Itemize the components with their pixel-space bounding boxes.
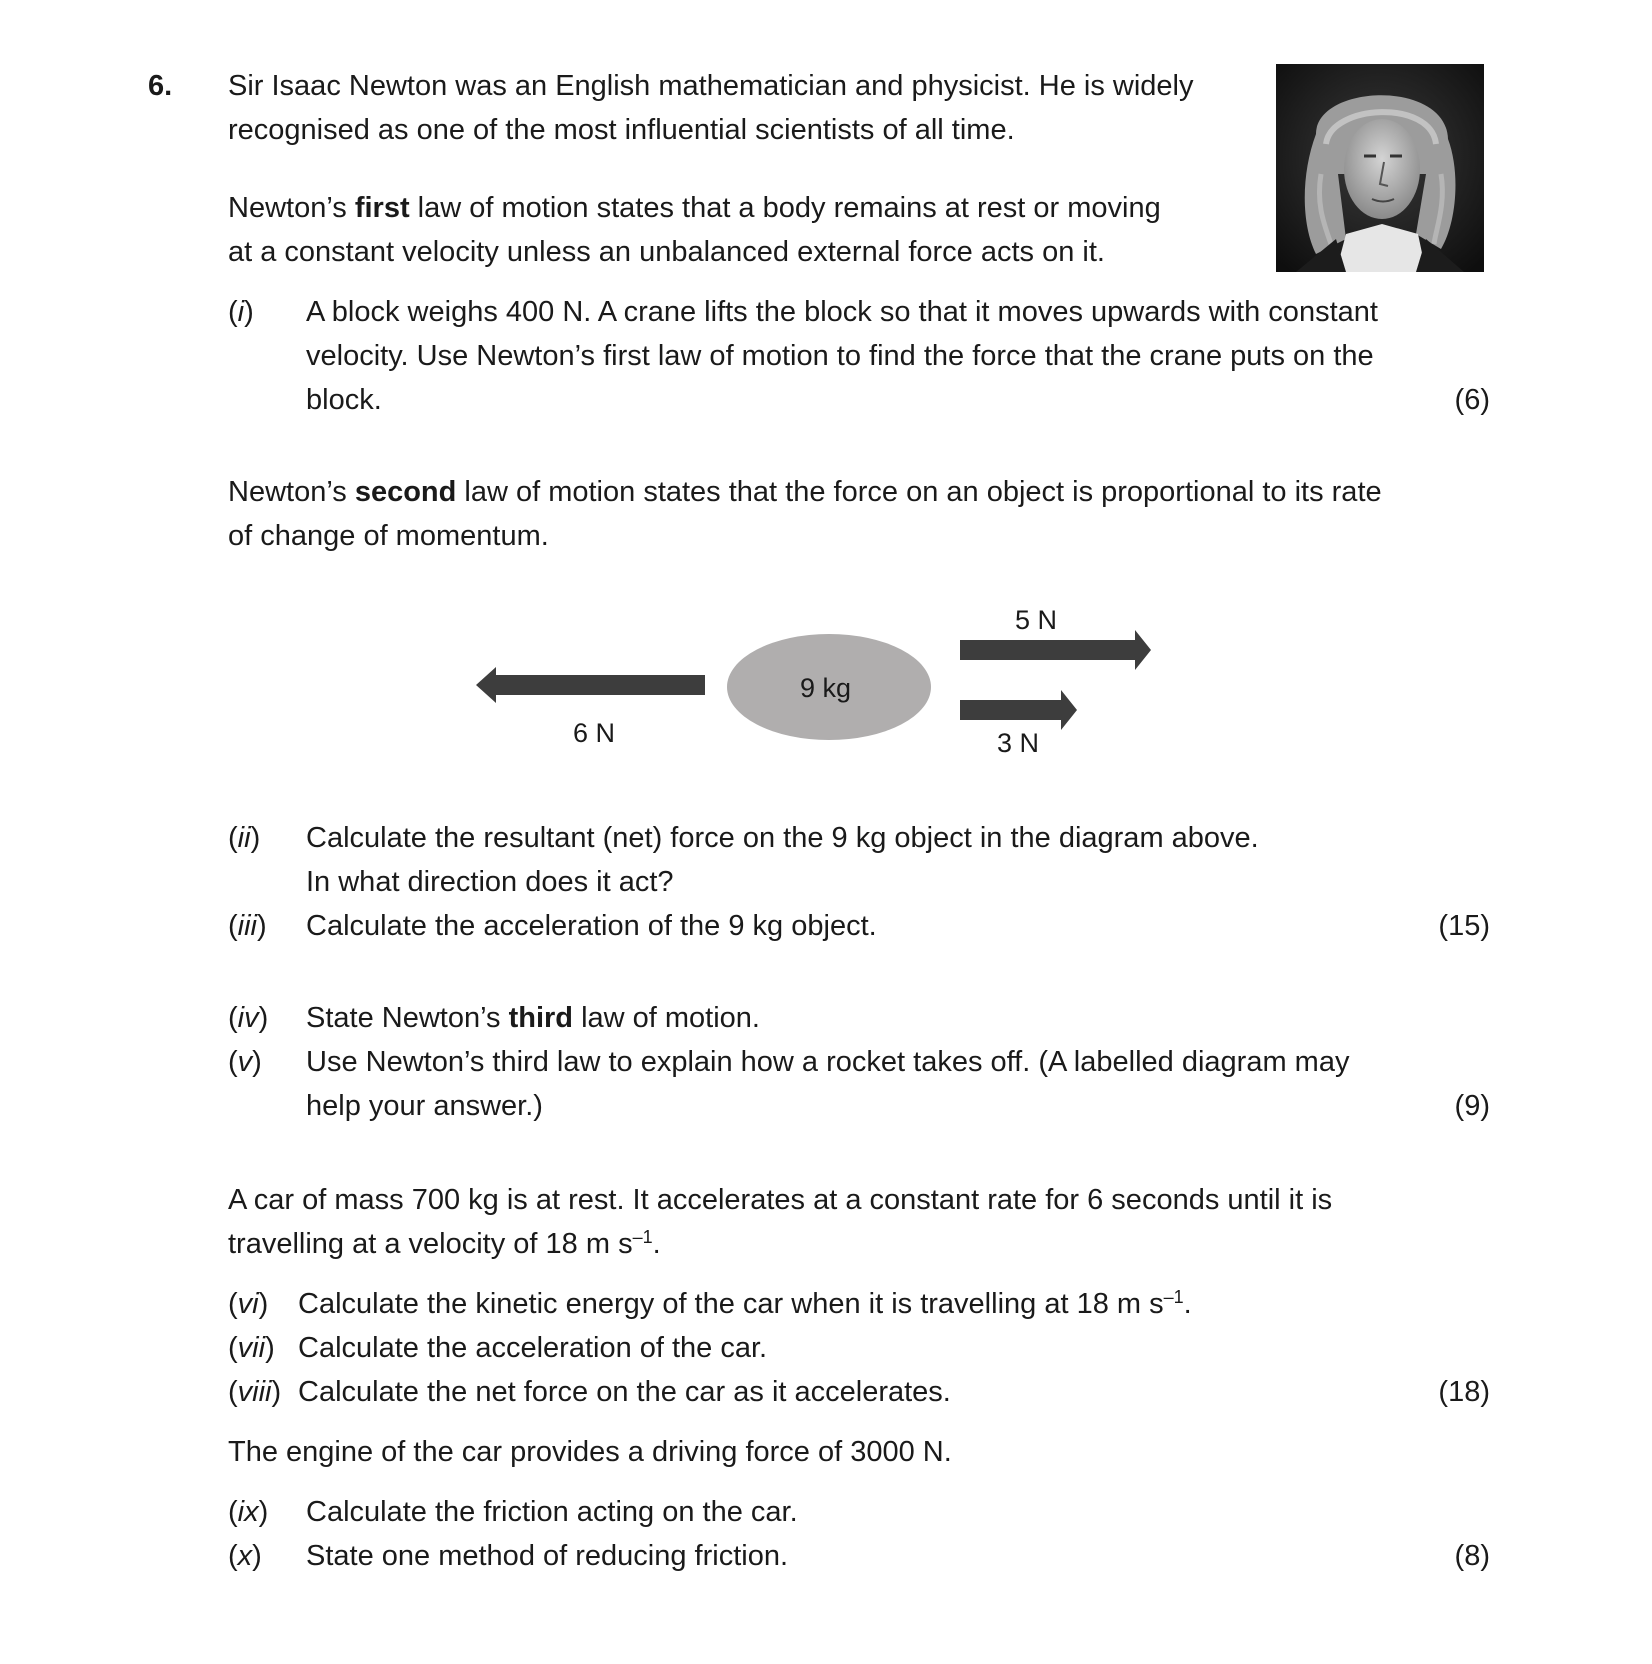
part-iii-text: Calculate the acceleration of the 9 kg object.: [306, 910, 877, 942]
part-viii-marks: (18): [1438, 1376, 1490, 1408]
intro-line-1: Sir Isaac Newton was an English mathematician and physicist. He is widely: [228, 70, 1194, 102]
part-ii-line-1: Calculate the resultant (net) force on the 9 kg object in the diagram above.: [306, 822, 1259, 854]
part-ix-text: Calculate the friction acting on the car.: [306, 1496, 798, 1528]
part-vii-label: (vii): [228, 1332, 275, 1364]
part-x-label: (x): [228, 1540, 262, 1572]
second-law-line-1: Newton’s second law of motion states that the force on an object is proportional to its rate: [228, 476, 1382, 508]
part-ix-label: (ix): [228, 1496, 269, 1528]
second-law-line-2: of change of momentum.: [228, 520, 549, 552]
right-force-arrow-top: [960, 630, 1151, 670]
part-v-marks: (9): [1454, 1090, 1490, 1122]
part-iii-marks: (15): [1438, 910, 1490, 942]
car-line-1: A car of mass 700 kg is at rest. It accelerates at a constant rate for 6 seconds until it is: [228, 1184, 1333, 1216]
part-iv-text: State Newton’s third law of motion.: [306, 1002, 760, 1034]
part-v-label: (v): [228, 1046, 262, 1078]
right-force-top-label: 5 N: [1015, 605, 1058, 635]
part-x-marks: (8): [1454, 1540, 1490, 1572]
part-v-line-1: Use Newton’s third law to explain how a rocket takes off. (A labelled diagram may: [306, 1046, 1350, 1078]
first-law-line-2: at a constant velocity unless an unbalanced external force acts on it.: [228, 236, 1105, 268]
part-ii-label: (ii): [228, 822, 261, 854]
right-force-bottom-label: 3 N: [997, 728, 1040, 758]
left-force-label: 6 N: [573, 718, 616, 748]
intro-line-2: recognised as one of the most influential scientists of all time.: [228, 114, 1015, 146]
part-iv-label: (iv): [228, 1002, 269, 1034]
part-x-text: State one method of reducing friction.: [306, 1540, 789, 1572]
part-vii-text: Calculate the acceleration of the car.: [298, 1332, 768, 1364]
part-i-label: (i): [228, 296, 254, 328]
part-viii-text: Calculate the net force on the car as it accelerates.: [298, 1376, 951, 1408]
part-viii-label: (viii): [228, 1376, 282, 1408]
part-i-line-3: block.: [306, 384, 382, 416]
car-line-2: travelling at a velocity of 18 m $s^{-1}$.: [228, 1227, 661, 1260]
engine-text: The engine of the car provides a driving force of 3000 N.: [228, 1436, 952, 1468]
question-number: 6.: [148, 70, 173, 102]
part-iii-label: (iii): [228, 910, 267, 942]
part-i-line-2: velocity. Use Newton’s first law of motion to find the force that the crane puts on the: [306, 340, 1374, 372]
right-force-arrow-bottom: [960, 690, 1077, 730]
mass-label: 9 kg: [800, 673, 852, 703]
part-ii-line-2: In what direction does it act?: [306, 866, 674, 898]
part-i-line-1: A block weighs 400 N. A crane lifts the block so that it moves upwards with constant: [306, 296, 1378, 328]
part-vi-label: (vi): [228, 1288, 269, 1320]
part-v-line-2: help your answer.): [306, 1090, 543, 1122]
part-i-marks: (6): [1454, 384, 1490, 416]
left-force-arrow: [476, 667, 705, 703]
first-law-line-1: Newton’s first law of motion states that a body remains at rest or moving: [228, 192, 1161, 224]
part-vi-text: Calculate the kinetic energy of the car when it is travelling at 18 m $s^{-1}$.: [298, 1287, 1192, 1320]
